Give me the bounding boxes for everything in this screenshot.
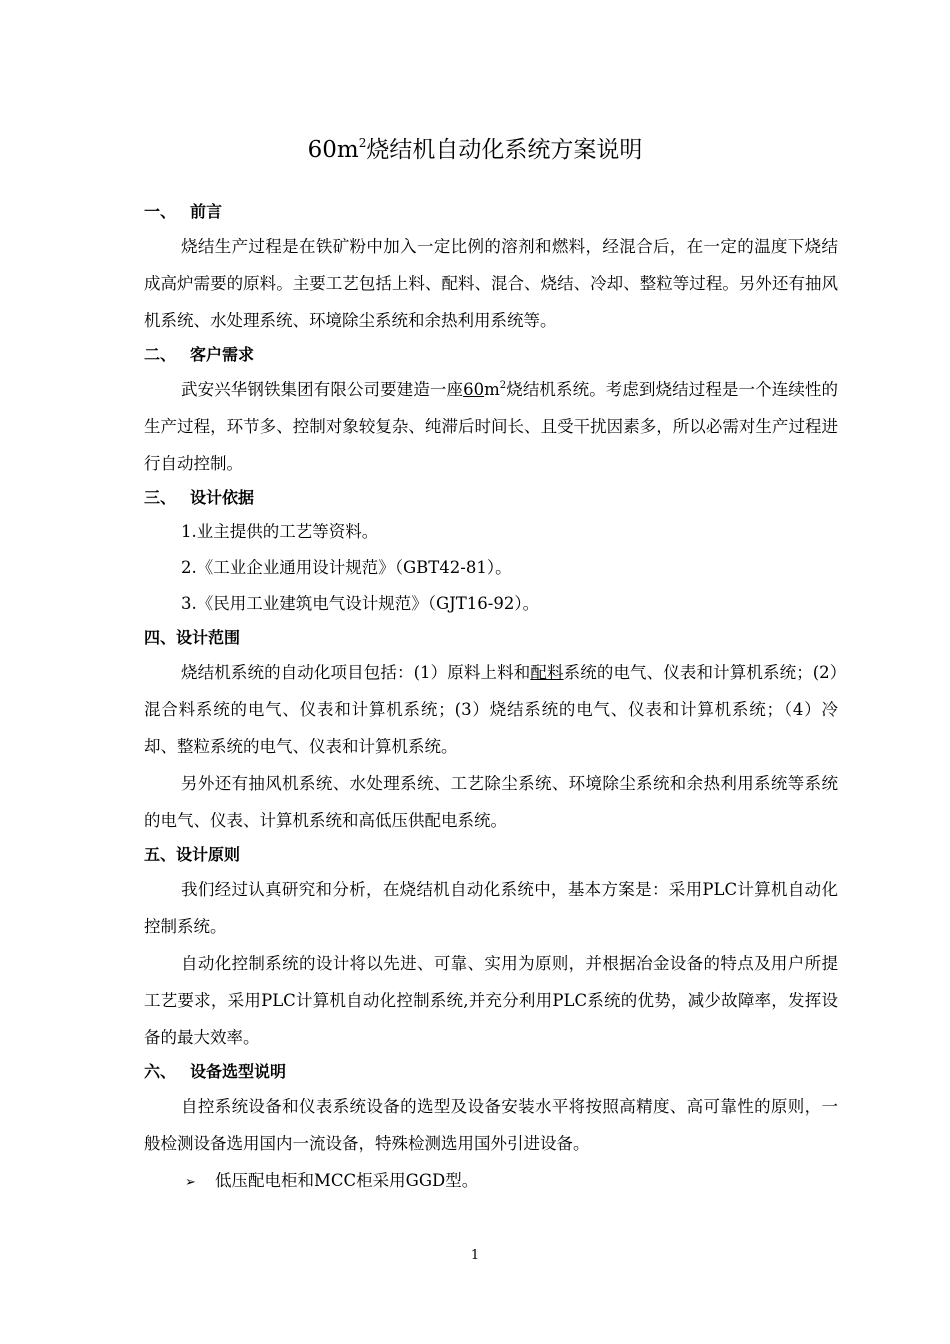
document-title [0, 134, 950, 166]
section-heading-design-scope: 四、设计范围 [144, 628, 241, 647]
text-run: 烧结机系统。考虑到烧结过程是一个连续性的生产过程，环节多、控制对象较复杂、纯滞后时间长、且受干扰因素多，所以必需对生产过程进行自动控制。 [144, 380, 838, 473]
paragraph: 自控系统设备和仪表系统设备的选型及设备安装水平将按照高精度、高可靠性的原则，一般检测设备选用国内一流设备，特殊检测选用国外引进设备。 [144, 1097, 838, 1153]
text-run: 武安兴华钢铁集团有限公司要建造一座 [181, 380, 464, 399]
section-heading-design-principles: 五、设计原则 [144, 845, 241, 864]
list-item: 1.业主提供的工艺等资料。 [181, 522, 379, 541]
paragraph: 我们经过认真研究和分析，在烧结机自动化系统中，基本方案是：采用PLC计算机自动化控制系统。 [144, 880, 838, 936]
section-title: 客户需求 [190, 345, 255, 364]
paragraph [144, 371, 838, 482]
paragraph: 烧结生产过程是在铁矿粉中加入一定比例的溶剂和燃料，经混合后，在一定的温度下烧结成高炉需要的原料。主要工艺包括上料、配料、混合、烧结、冷却、整粒等过程。另外还有抽风机系统、水处理系统、环境除尘系统和余热利用系统等。 [144, 237, 838, 330]
paragraph [144, 654, 838, 765]
bullet-text: 低压配电柜和MCC柜采用GGD型。 [215, 1171, 479, 1190]
section-number: 六、 [144, 1062, 177, 1081]
underlined-text: 配料 [530, 663, 564, 682]
section-number: 三、 [144, 488, 177, 507]
title-text: 烧结机自动化系统方案说明 [366, 137, 643, 163]
text-run: m [484, 380, 500, 399]
section-heading-design-basis [144, 482, 838, 514]
list-item: 2.《工业企业通用设计规范》（GBT42-81）。 [181, 558, 512, 577]
section-heading-equipment-selection [144, 1056, 838, 1088]
text-run: 烧结机系统的自动化项目包括：(1）原料上料和 [181, 663, 531, 682]
text-run: 系统的电气、仪表和计算机系统；(2）混合料系统的电气、仪表和计算机系统；(3）烧结系统的电气、仪表和计算机系统；（4）冷却、整粒系统的电气、仪表和计算机系统。 [144, 663, 839, 756]
paragraph: 另外还有抽风机系统、水处理系统、工艺除尘系统、环境除尘系统和余热利用系统等系统的电气、仪表、计算机系统和高低压供配电系统。 [144, 774, 838, 830]
arrow-bullet-icon: ➢ [185, 1175, 196, 1190]
title-superscript: 2 [358, 136, 367, 150]
document-body [144, 196, 838, 1199]
section-title: 前言 [190, 202, 223, 221]
title-prefix: 60m [307, 137, 359, 163]
paragraph: 自动化控制系统的设计将以先进、可靠、实用为原则，并根据冶金设备的特点及用户所提工艺要求，采用PLC计算机自动化控制系统,并充分利用PLC系统的优势，减少故障率，发挥设备的最大效率。 [144, 954, 838, 1047]
section-title: 设备选型说明 [190, 1062, 287, 1081]
section-number: 一、 [144, 202, 177, 221]
section-heading-preface [144, 196, 838, 228]
bullet-item [144, 1162, 838, 1199]
section-title: 设计依据 [190, 488, 255, 507]
section-number: 二、 [144, 345, 177, 364]
superscript: 2 [499, 380, 507, 391]
list-item: 3.《民用工业建筑电气设计规范》（GJT16-92）。 [181, 594, 540, 613]
section-heading-customer-needs [144, 339, 838, 371]
underlined-text: 60 [463, 380, 485, 399]
page-number: 1 [470, 1248, 480, 1263]
